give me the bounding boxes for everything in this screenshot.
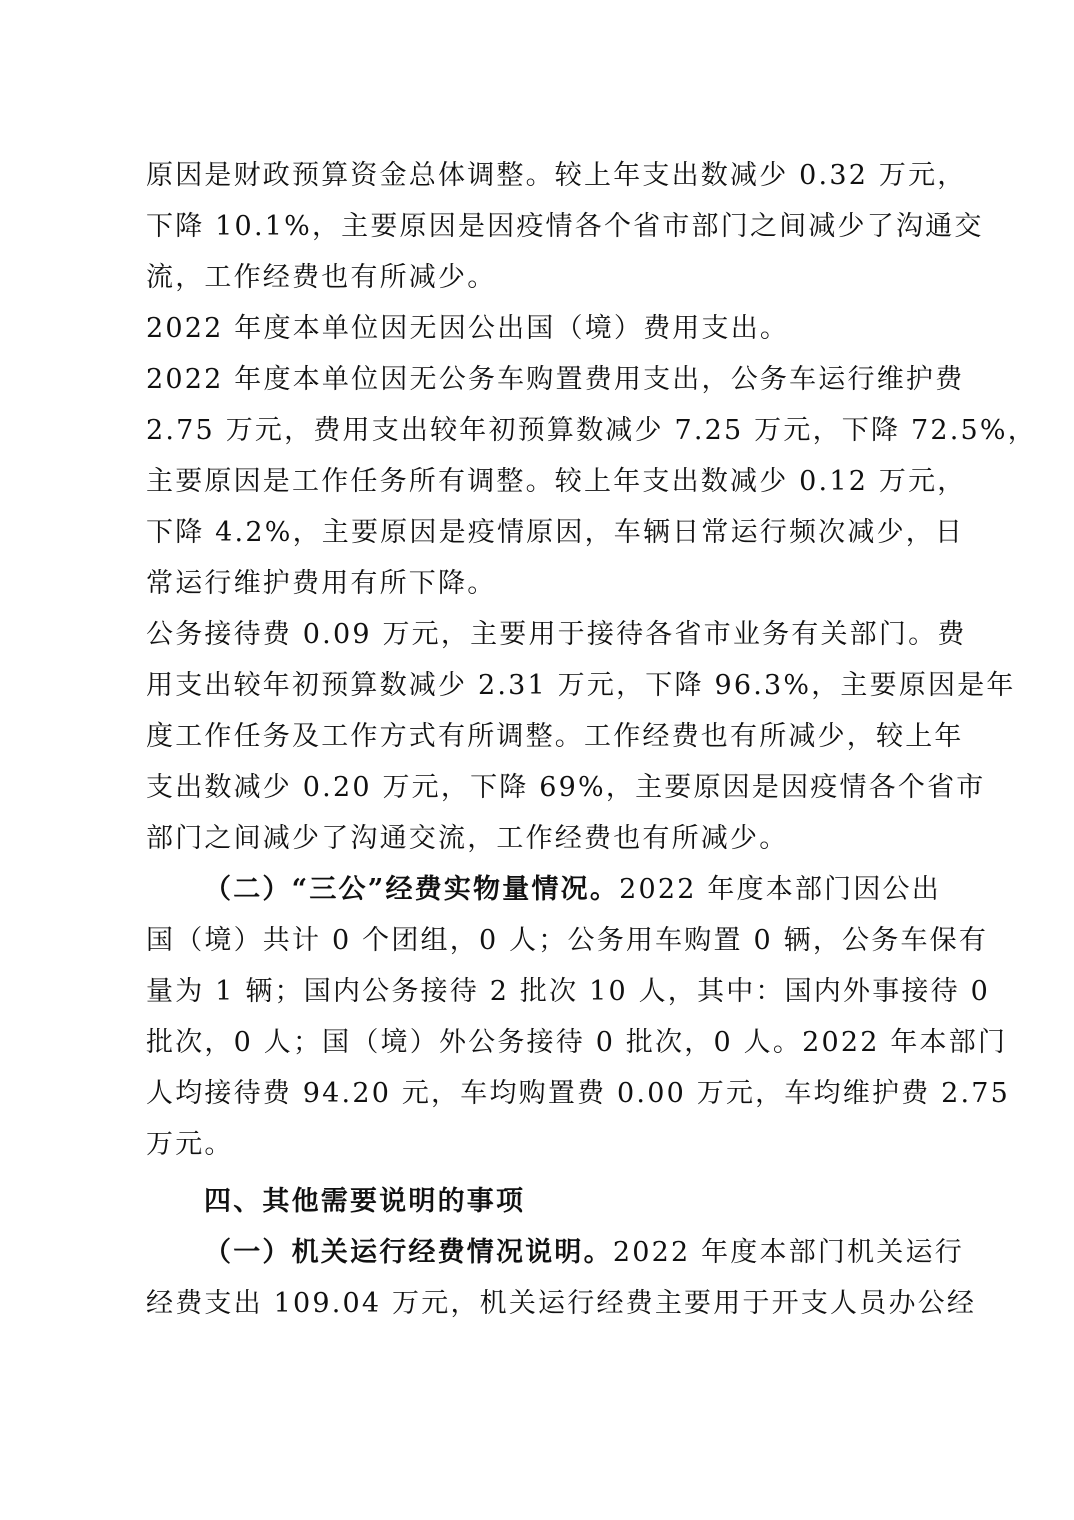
text-line: 用支出较年初预算数减少 2.31 万元，下降 96.3%，主要原因是年	[146, 670, 1016, 701]
text-line: 公务接待费 0.09 万元，主要用于接待各省市业务有关部门。费	[146, 619, 967, 650]
text-line: 支出数减少 0.20 万元，下降 69%，主要原因是因疫情各个省市	[146, 772, 986, 803]
text-line: 人均接待费 94.20 元，车均购置费 0.00 万元，车均维护费 2.75	[146, 1078, 1011, 1109]
text-line: 主要原因是工作任务所有调整。较上年支出数减少 0.12 万元，	[146, 466, 967, 497]
section-two-first-line-text: 2022 年度本部门因公出	[619, 874, 941, 905]
text-line: 流，工作经费也有所减少。	[146, 262, 497, 293]
text-line: 万元。	[146, 1129, 234, 1160]
text-line: 量为 1 辆；国内公务接待 2 批次 10 人，其中：国内外事接待 0	[146, 976, 990, 1007]
text-line: 国（境）共计 0 个团组，0 人；公务用车购置 0 辆，公务车保有	[146, 925, 989, 956]
text-line: 原因是财政预算资金总体调整。较上年支出数减少 0.32 万元，	[146, 160, 967, 191]
text-line: 下降 4.2%，主要原因是疫情原因，车辆日常运行频次减少，日	[146, 517, 965, 548]
text-line: 度工作任务及工作方式有所调整。工作经费也有所减少，较上年	[146, 721, 964, 752]
text-line: 下降 10.1%，主要原因是因疫情各个省市部门之间减少了沟通交	[146, 211, 984, 242]
text-line: 批次，0 人；国（境）外公务接待 0 批次，0 人。2022 年本部门	[146, 1027, 1008, 1058]
text-line: 部门之间减少了沟通交流，工作经费也有所减少。	[146, 823, 789, 854]
section-two-heading: （二）“三公”经费实物量情况。	[204, 874, 620, 905]
section-two-first-line	[146, 864, 946, 915]
text-line: 2022 年度本单位因无因公出国（境）费用支出。	[146, 313, 790, 344]
section-four-first-line-text: 2022 年度本部门机关运行	[612, 1237, 964, 1268]
text-line: 经费支出 109.04 万元，机关运行经费主要用于开支人员办公经	[146, 1288, 977, 1319]
text-line: 常运行维护费用有所下降。	[146, 568, 497, 599]
section-four-first-line	[146, 1227, 964, 1278]
section-four-heading: 四、其他需要说明的事项	[204, 1186, 526, 1217]
section-four-sub-heading: （一）机关运行经费情况说明。	[204, 1237, 613, 1268]
document-page	[146, 150, 1037, 1329]
text-line: 2022 年度本单位因无公务车购置费用支出，公务车运行维护费	[146, 364, 965, 395]
text-line: 2.75 万元，费用支出较年初预算数减少 7.25 万元，下降 72.5%，	[146, 415, 1037, 446]
